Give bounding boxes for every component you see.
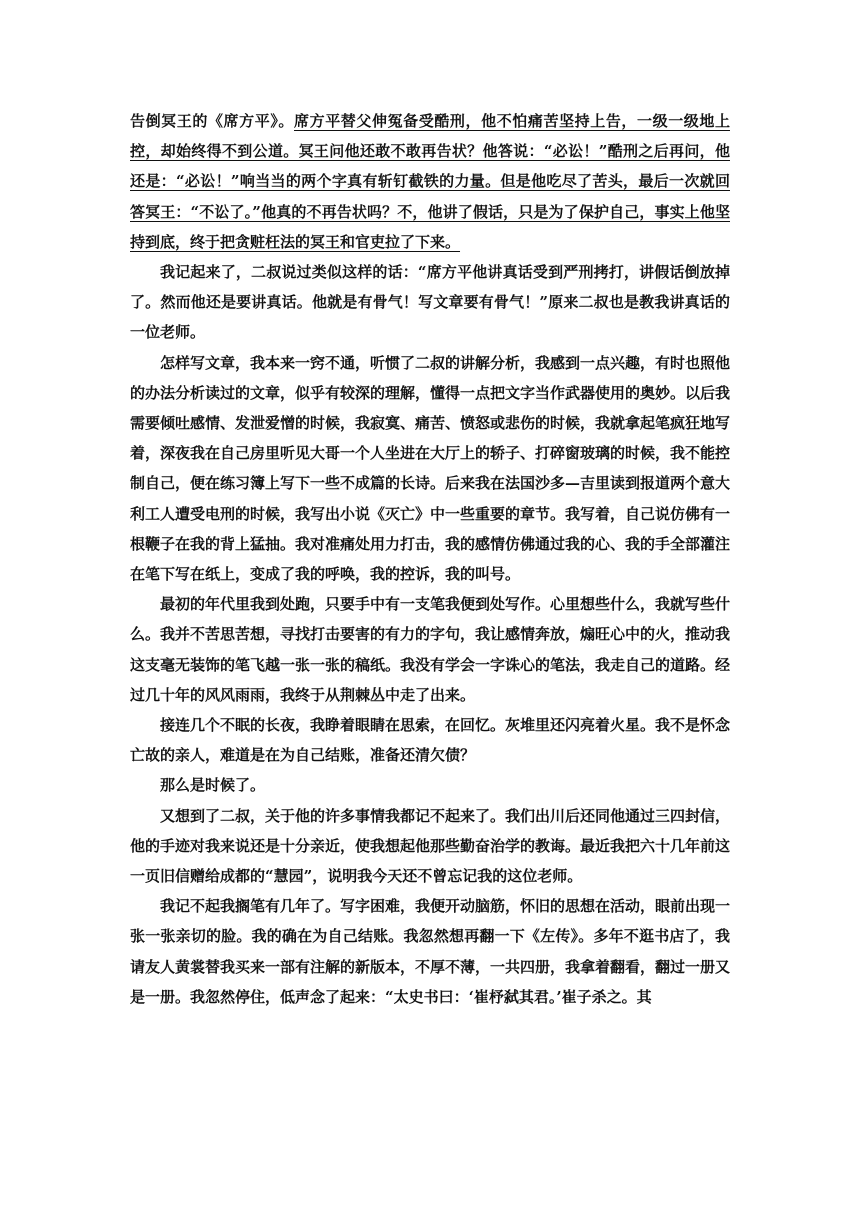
paragraph: 我记不起我搁笔有几年了。写字困难，我便开动脑筋，怀旧的思想在活动，眼前出现一张一张亲切的脸。我的确在为自己结账。我忽然想再翻一下《左传》。多年不逛书店了，我请友人黄裳替我买来一部有注解的新版本，不厚不薄，一共四册，我拿着翻看，翻过一册又是一册。我忽然停住，低声念了起来：“太史书曰：‘崔杼弑其君。’崔子杀之。其 — [130, 897, 731, 1006]
paragraph: 那么是时候了。 — [160, 776, 266, 795]
paragraph: 我记起来了，二叔说过类似这样的话：“席方平他讲真话受到严刑拷打，讲假话倒放掉了。然而他还是要讲真话。他就是有骨气！写文章要有骨气！”原来二叔也是教我讲真话的一位老师。 — [130, 263, 730, 342]
underlined-passage: 席方平替父伸冤备受酷刑，他不怕痛苦坚持上告，一级一级地上控，却始终得不到公道。冥王问他还敢不敢再告状？他答说：“必讼！”酷刑之后再问，他还是：“必讼！”响当当的两个字真有斩钉截铁的力量。但是他吃尽了苦头，最后一次就回答冥王：“不讼了。”他真的不再告状吗？不，他讲了假话，只是为了保护自己，事实上他坚持到底，终于把贪赃枉法的冥王和官吏拉了下来。 — [130, 112, 730, 251]
document-body — [130, 106, 730, 1012]
paragraph: 又想到了二叔，关于他的许多事情我都记不起来了。我们出川后还同他通过三四封信，他的手迹对我来说还是十分亲近，使我想起他那些勤奋治学的教诲。最近我把六十几年前这一页旧信赠给成都的“慧园”，说明我今天还不曾忘记我的这位老师。 — [130, 806, 731, 886]
paragraph: 接连几个不眠的长夜，我睁着眼睛在思索，在回忆。灰堆里还闪亮着火星。我不是怀念亡故的亲人，难道是在为自己结账，准备还清欠债？ — [130, 716, 731, 765]
paragraph: 怎样写文章，我本来一窍不通，听惯了二叔的讲解分析，我感到一点兴趣，有时也照他的办法分析读过的文章，似乎有较深的理解，懂得一点把文字当作武器使用的奥妙。以后我需要倾吐感情、发泄爱憎的时候，我寂寞、痛苦、愤怒或悲伤的时候，我就拿起笔疯狂地写着，深夜我在自己房里听见大哥一个人坐进在大厅上的轿子、打碎窗玻璃的时候，我不能控制自己，便在练习簿上写下一些不成篇的长诗。后来我在法国沙多—吉里读到报道两个意大利工人遭受电刑的时候，我写出小说《灭亡》中一些重要的章节。我写着，自己说仿佛有一根鞭子在我的背上猛抽。我对准痛处用力打击，我的感情仿佛通过我的心、我的手全部灌注在笔下写在纸上，变成了我的呼唤，我的控诉，我的叫号。 — [130, 353, 731, 584]
paragraph-lead-text: 告倒冥王的《席方平》。 — [130, 112, 295, 130]
paragraph-continued — [130, 106, 730, 257]
paragraph: 最初的年代里我到处跑，只要手中有一支笔我便到处写作。心里想些什么，我就写些什么。我并不苦思苦想，寻找打击要害的有力的字句，我让感情奔放，煽旺心中的火，推动我这支毫无装饰的笔飞越一张一张的稿纸。我没有学会一字诛心的笔法，我走自己的道路。经过几十年的风风雨雨，我终于从荆棘丛中走了出来。 — [130, 595, 731, 704]
